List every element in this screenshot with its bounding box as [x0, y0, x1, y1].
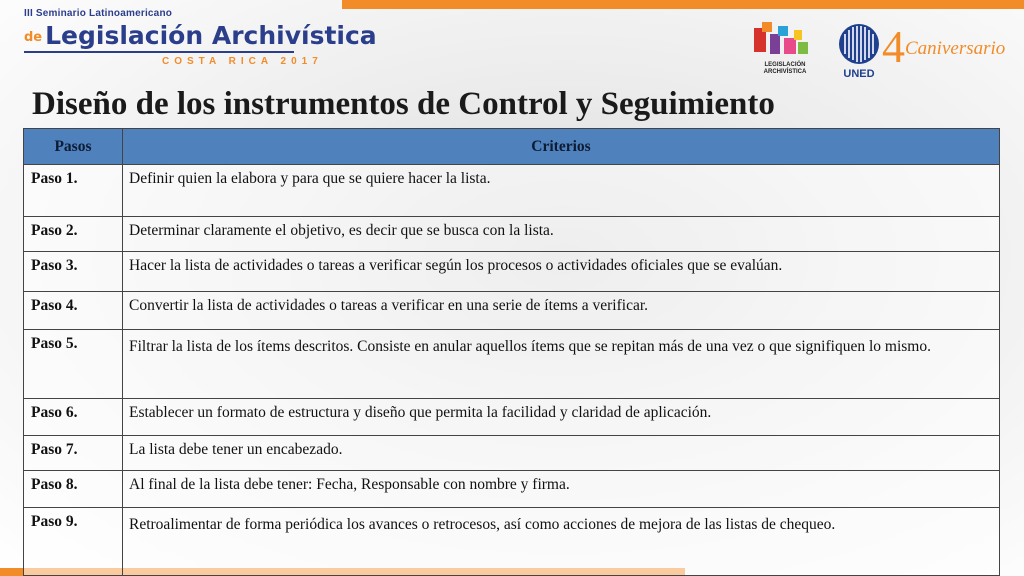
top-accent-bar [342, 0, 1024, 9]
seminar-logo [24, 8, 377, 82]
criterio-text: La lista debe tener un encabezado. [123, 436, 1000, 471]
seminar-title: Legislación Archivística [45, 21, 377, 50]
seminar-rule [24, 51, 294, 53]
paso-label: Paso 3. [24, 252, 123, 292]
paso-label: Paso 8. [24, 471, 123, 508]
anniversary-word: Caniversario [905, 38, 1006, 59]
uned-label: UNED [843, 68, 875, 80]
criterio-text: Convertir la lista de actividades o tareas a verificar en una serie de ítems a verificar. [123, 292, 1000, 330]
uned-logo-icon [834, 22, 884, 80]
paso-label: Paso 9. [24, 508, 123, 576]
criterio-text: Establecer un formato de estructura y diseño que permita la facilidad y claridad de aplicación. [123, 399, 1000, 436]
seminar-de: de [24, 29, 43, 45]
paso-label: Paso 6. [24, 399, 123, 436]
steps-table [23, 128, 1000, 576]
table-row [24, 252, 1000, 292]
criterio-text: Filtrar la lista de los ítems descritos. Consiste en anular aquellos ítems que se repitan más de una vez o que signifiquen lo mismo. [123, 330, 1000, 399]
table-row [24, 292, 1000, 330]
legislacion-archivistica-logo [754, 22, 816, 84]
anniversary-logo [882, 21, 1006, 74]
paso-label: Paso 2. [24, 217, 123, 252]
seminar-country-year: COSTA RICA 2017 [162, 56, 323, 67]
criterio-text: Definir quien la elabora y para que se quiere hacer la lista. [123, 165, 1000, 217]
logo-caption-1: LEGISLACIÓN [764, 62, 806, 68]
logo-caption-2: ARCHIVÍSTICA [763, 69, 807, 75]
header-pasos: Pasos [24, 129, 123, 165]
table-row [24, 436, 1000, 471]
header-criterios: Criterios [123, 129, 1000, 165]
table-row [24, 508, 1000, 576]
paso-label: Paso 4. [24, 292, 123, 330]
table-row [24, 330, 1000, 399]
criterio-text: Al final de la lista debe tener: Fecha, Responsable con nombre y firma. [123, 471, 1000, 508]
table-row [24, 217, 1000, 252]
anniversary-number: 4 [882, 21, 905, 72]
paso-label: Paso 5. [24, 330, 123, 399]
table-row [24, 399, 1000, 436]
criterio-text: Retroalimentar de forma periódica los avances o retrocesos, así como acciones de mejora de las listas de chequeo. [123, 508, 1000, 576]
seminar-line: III Seminario Latinoamericano [24, 8, 173, 19]
table-header-row [24, 129, 1000, 165]
table-row [24, 165, 1000, 217]
logo-blocks-icon [754, 22, 810, 58]
slide-title: Diseño de los instrumentos de Control y Seguimiento [32, 86, 775, 122]
table-row [24, 471, 1000, 508]
criterio-text: Hacer la lista de actividades o tareas a verificar según los procesos o actividades oficiales que se evalúan. [123, 252, 1000, 292]
seminar-title-row [24, 21, 377, 50]
paso-label: Paso 1. [24, 165, 123, 217]
criterio-text: Determinar claramente el objetivo, es decir que se busca con la lista. [123, 217, 1000, 252]
paso-label: Paso 7. [24, 436, 123, 471]
